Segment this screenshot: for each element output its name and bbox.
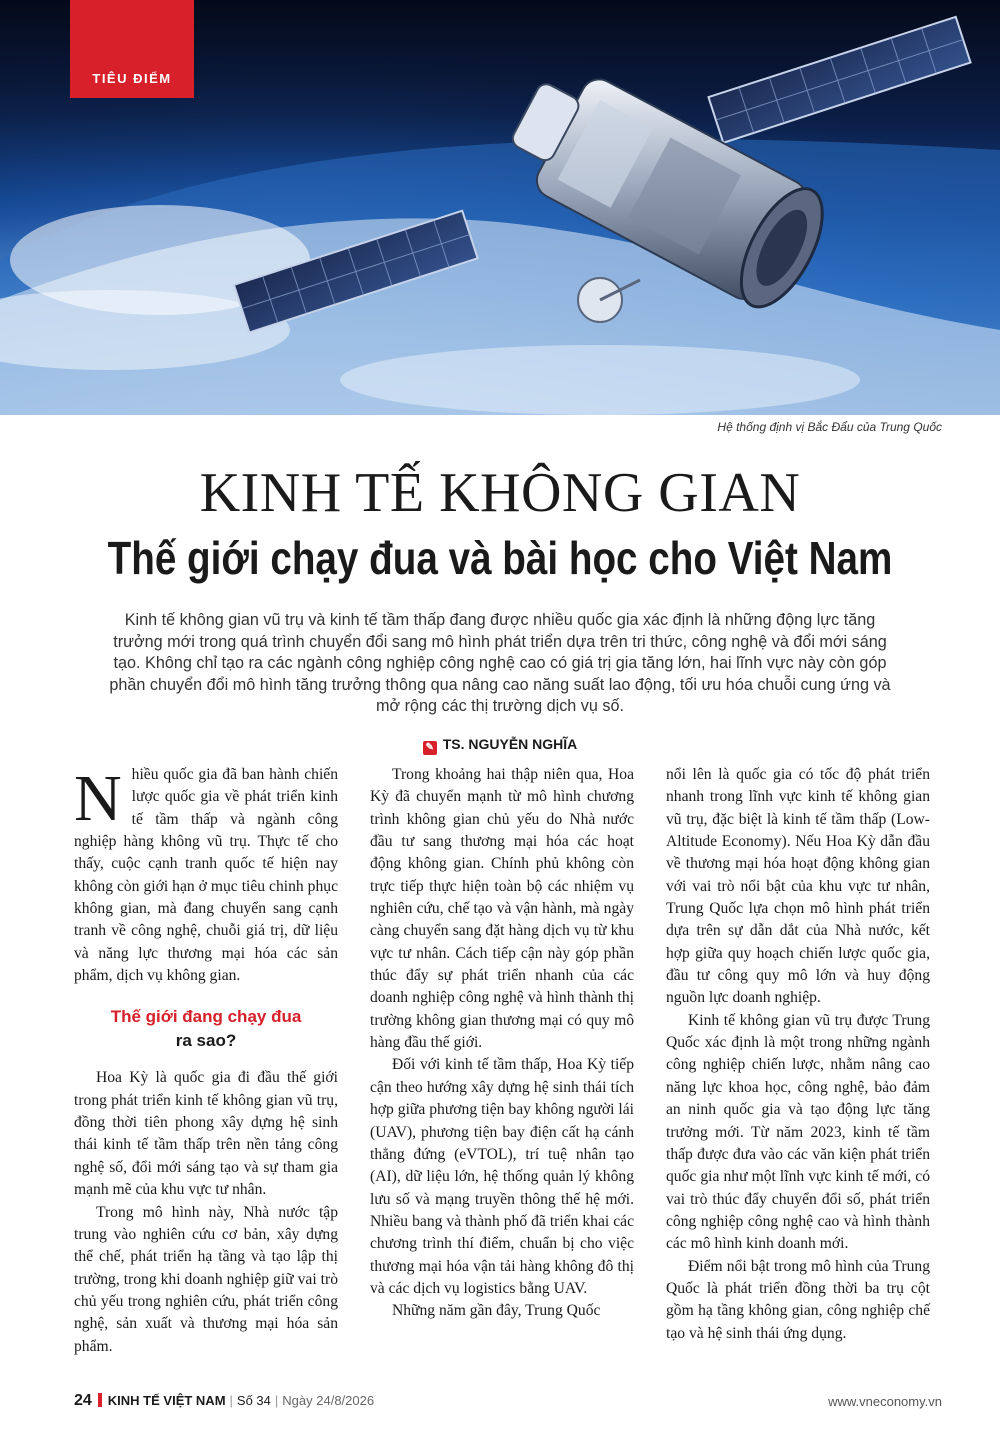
article-title: KINH TẾ KHÔNG GIAN bbox=[199, 462, 801, 524]
article-column-2 bbox=[370, 764, 634, 1323]
paragraph: Trong mô hình này, Nhà nước tập trung vào nghiên cứu cơ bản, xây dựng thể chế, phát triển hạ tầng và tạo lập thị trường, trong khi doanh nghiệp giữ vai trò chủ yếu trong nghiên cứu, phát triển công nghệ, sản xuất và thương mại hóa sản phẩm. bbox=[74, 1203, 338, 1355]
footer-separator: | bbox=[274, 1393, 279, 1408]
section-tag bbox=[70, 0, 194, 98]
paragraph bbox=[74, 764, 338, 987]
paragraph: Trong khoảng hai thập niên qua, Hoa Kỳ đã chuyển mạnh từ mô hình chương trình không gian chủ yếu do Nhà nước đầu tư sang thương mại hóa các hoạt động không gian. Chính phủ không còn trực tiếp thực hiện toàn bộ các nhiệm vụ nghiên cứu, chế tạo và vận hành, mà ngày càng chuyển sang đặt hàng dịch vụ từ khu vực tư nhân. Cách tiếp cận này góp phần thúc đẩy sự phát triển nhanh của các doanh nghiệp công nghệ và hình thành thị trường không gian thương mại có quy mô hàng đầu thế giới. bbox=[370, 766, 634, 1052]
section-heading-line-1: Thế giới đang chạy đua bbox=[110, 1007, 302, 1027]
pen-icon: ✎ bbox=[423, 741, 437, 755]
drop-cap: N bbox=[74, 762, 122, 835]
paragraph: Hoa Kỳ là quốc gia đi đầu thế giới trong phát triển kinh tế không gian vũ trụ, đồng thời tiên phong xây dựng hệ sinh thái kinh tế tầm thấp trên nền tảng công nghệ số, đổi mới sáng tạo và sự tham gia mạnh mẽ của khu vực tư nhân. bbox=[74, 1069, 338, 1199]
paragraph: Những năm gần đây, Trung Quốc bbox=[392, 1302, 601, 1320]
author-name: TS. NGUYỄN NGHĨA bbox=[442, 736, 578, 752]
footer-divider bbox=[98, 1393, 102, 1407]
article-column-1 bbox=[74, 764, 338, 1358]
section-heading bbox=[74, 1005, 338, 1053]
paragraph: nổi lên là quốc gia có tốc độ phát triển nhanh trong lĩnh vực kinh tế không gian vũ trụ, đặc biệt là kinh tế tầm thấp (Low-Altitude Economy). Nếu Hoa Kỳ dẫn đầu về thương mại hóa hoạt động không gian với vai trò nổi bật của khu vực tư nhân, Trung Quốc lựa chọn mô hình phát triển dựa trên sự dẫn dắt của Nhà nước, kết hợp giữa quy hoạch chiến lược quốc gia, đầu tư công quy mô lớn và huy động nguồn lực doanh nghiệp. bbox=[666, 766, 930, 1007]
page-footer bbox=[74, 1392, 942, 1414]
website-link[interactable]: www.vneconomy.vn bbox=[828, 1394, 942, 1409]
paragraph: Kinh tế không gian vũ trụ được Trung Quốc xác định là một trong những ngành công nghiệp chiến lược, nhằm nâng cao năng lực khoa học, công nghệ, bảo đảm an ninh quốc gia và tạo động lực tăng trưởng mới. Từ năm 2023, kinh tế tầm thấp được đưa vào các văn kiện phát triển quốc gia như một lĩnh vực kinh tế mới, có vai trò thúc đẩy chuyển đổi số, phát triển công nghiệp công nghệ cao và hình thành các mô hình kinh doanh mới. bbox=[666, 1011, 930, 1253]
section-heading-line-2: ra sao? bbox=[175, 1031, 237, 1051]
byline bbox=[0, 736, 1000, 755]
issue-date: Ngày 24/8/2026 bbox=[282, 1393, 375, 1408]
paragraph: Điểm nổi bật trong mô hình của Trung Quốc là phát triển đồng thời ba trụ cột gồm hạ tầng không gian, công nghiệp chế tạo và hệ sinh thái ứng dụng. bbox=[666, 1257, 930, 1342]
hero-caption: Hệ thống định vị Bắc Đẩu của Trung Quốc bbox=[717, 420, 942, 434]
footer-separator: | bbox=[229, 1393, 233, 1408]
section-tag-label: TIÊU ĐIỂM bbox=[92, 71, 172, 86]
article-lead: Kinh tế không gian vũ trụ và kinh tế tầm thấp đang được nhiều quốc gia xác định là những động lực tăng trưởng mới trong quá trình chuyển đổi sang mô hình phát triển dựa trên tri thức, công nghệ và đổi mới sáng tạo. Không chỉ tạo ra các ngành công nghiệp công nghệ cao có giá trị gia tăng lớn, hai lĩnh vực này còn góp phần chuyển đổi mô hình tăng trưởng thông qua nâng cao năng suất lao động, tối ưu hóa chuỗi cung ứng và mở rộng các thị trường dịch vụ số. bbox=[109, 611, 891, 715]
article-column-3 bbox=[666, 764, 930, 1345]
paragraph-text: hiều quốc gia đã ban hành chiến lược quốc gia về phát triển kinh tế tầm thấp và ngành công nghiệp hàng không vũ trụ. Thực tế cho thấy, cuộc cạnh tranh quốc tế hiện nay không còn giới hạn ở mục tiêu chinh phục không gian, mà đang chuyển sang cạnh tranh về công nghệ, chuỗi giá trị, dữ liệu và năng lực thương mại hóa các sản phẩm, dịch vụ không gian. bbox=[74, 766, 338, 985]
article-subtitle: Thế giới chạy đua và bài học cho Việt Nam bbox=[107, 532, 893, 584]
magazine-name: KINH TẾ VIỆT NAM bbox=[107, 1393, 226, 1408]
issue-number: Số 34 bbox=[236, 1393, 271, 1408]
page-number: 24 bbox=[74, 1392, 92, 1409]
paragraph: Đối với kinh tế tầm thấp, Hoa Kỳ tiếp cận theo hướng xây dựng hệ sinh thái tích hợp giữa phương tiện bay không người lái (UAV), phương tiện bay điện cất hạ cánh thẳng đứng (eVTOL), trí tuệ nhân tạo (AI), dữ liệu lớn, hệ thống quản lý không lưu số và mạng truyền thông thế hệ mới. Nhiều bang và thành phố đã triển khai các chương trình thí điểm, chuẩn bị cho việc thương mại hóa vận tải hàng không đô thị và các dịch vụ logistics bằng UAV. bbox=[370, 1056, 634, 1297]
